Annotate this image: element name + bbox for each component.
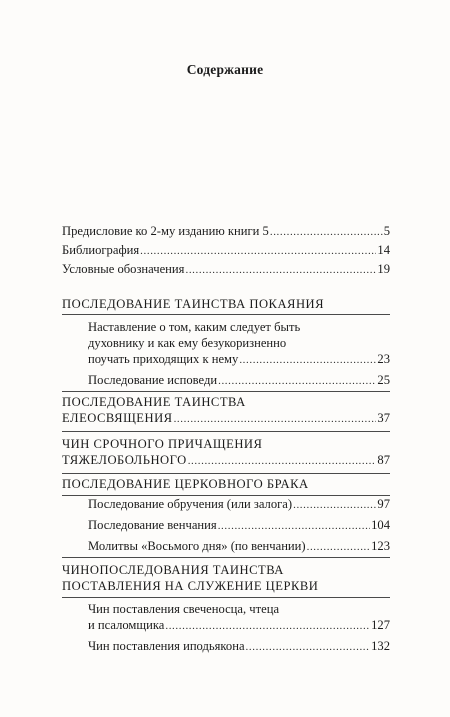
section-heading-communion[interactable]: ЧИН СРОЧНОГО ПРИЧАЩЕНИЯ xyxy=(62,437,263,451)
leader-dots xyxy=(185,264,376,276)
toc-entry-text: духовнику и как ему безукоризненно xyxy=(88,336,287,350)
toc-entry-bibliography[interactable] xyxy=(62,243,390,261)
toc-entry-wedding[interactable] xyxy=(88,518,390,536)
section-divider xyxy=(62,431,390,432)
toc-entry-reader[interactable] xyxy=(88,618,390,636)
toc-entry-instruction[interactable] xyxy=(88,352,390,370)
leader-dots xyxy=(293,499,376,511)
toc-page-number: 132 xyxy=(371,639,390,653)
leader-dots xyxy=(270,226,383,238)
leader-dots xyxy=(307,541,371,553)
section-divider xyxy=(62,473,390,474)
leader-dots xyxy=(188,455,377,467)
leader-dots xyxy=(140,245,376,257)
section-divider xyxy=(62,557,390,558)
toc-entry-unction[interactable] xyxy=(62,411,390,429)
toc-entry-text: Наставление о том, каким следует быть xyxy=(88,320,301,334)
section-heading-line: ЕЛЕОСВЯЩЕНИЯ xyxy=(62,411,173,425)
toc-page-number: 14 xyxy=(377,243,390,257)
toc-page-number: 23 xyxy=(377,352,390,366)
toc-entry-subdeacon[interactable] xyxy=(88,639,390,657)
toc-page-number: 123 xyxy=(371,539,390,553)
toc-entry-text: Последование обручения (или залога) xyxy=(88,497,293,511)
toc-entry-eighth-day[interactable] xyxy=(88,539,390,557)
toc-entry-betrothal[interactable] xyxy=(88,497,390,515)
toc-page-number: 104 xyxy=(371,518,390,532)
toc-page-number: 127 xyxy=(371,618,390,632)
toc-entry-communion[interactable] xyxy=(62,453,390,471)
section-heading-line: ТЯЖЕЛОБОЛЬНОГО xyxy=(62,453,187,467)
leader-dots xyxy=(239,354,376,366)
toc-entry-confession[interactable] xyxy=(88,373,390,391)
toc-entry-legend[interactable] xyxy=(62,262,390,280)
toc-page-number: 5 xyxy=(383,224,390,238)
toc-page-number: 37 xyxy=(377,411,390,425)
toc-entry-text: Чин поставления иподьякона xyxy=(88,639,245,653)
toc-entry-text: поучать приходящих к нему xyxy=(88,352,239,366)
section-divider xyxy=(62,495,390,496)
section-heading-ordination[interactable]: ЧИНОПОСЛЕДОВАНИЯ ТАИНСТВА xyxy=(62,563,284,577)
toc-entry-text: Чин поставления свеченосца, чтеца xyxy=(88,602,280,616)
section-heading-marriage[interactable]: ПОСЛЕДОВАНИЕ ЦЕРКОВНОГО БРАКА xyxy=(62,477,309,491)
toc-page-number: 87 xyxy=(377,453,390,467)
toc-page-number: 97 xyxy=(377,497,390,511)
page-title: Содержание xyxy=(186,62,264,77)
toc-entry-text: Последование исповеди xyxy=(88,373,218,387)
toc-entry-preface[interactable] xyxy=(62,224,390,242)
section-heading-ordination-line2: ПОСТАВЛЕНИЯ НА СЛУЖЕНИЕ ЦЕРКВИ xyxy=(62,579,319,593)
section-divider xyxy=(62,314,390,315)
toc-entry-text: Последование венчания xyxy=(88,518,217,532)
leader-dots xyxy=(246,641,371,653)
toc-page-number: 19 xyxy=(377,262,390,276)
section-divider xyxy=(62,597,390,598)
toc-entry-text: Библиография xyxy=(62,243,140,257)
leader-dots xyxy=(165,620,370,632)
section-heading-penance[interactable]: ПОСЛЕДОВАНИЕ ТАИНСТВА ПОКАЯНИЯ xyxy=(62,297,325,311)
leader-dots xyxy=(218,375,376,387)
section-divider xyxy=(62,391,390,392)
leader-dots xyxy=(218,520,370,532)
toc-entry-text: Молитвы «Восьмого дня» (по венчании) xyxy=(88,539,306,553)
leader-dots xyxy=(174,413,377,425)
toc-entry-text: Предисловие ко 2-му изданию книги 5 xyxy=(62,224,269,238)
toc-entry-text: и псаломщика xyxy=(88,618,165,632)
section-heading-unction[interactable]: ПОСЛЕДОВАНИЕ ТАИНСТВА xyxy=(62,395,246,409)
toc-page-number: 25 xyxy=(377,373,390,387)
toc-entry-text: Условные обозначения xyxy=(62,262,185,276)
